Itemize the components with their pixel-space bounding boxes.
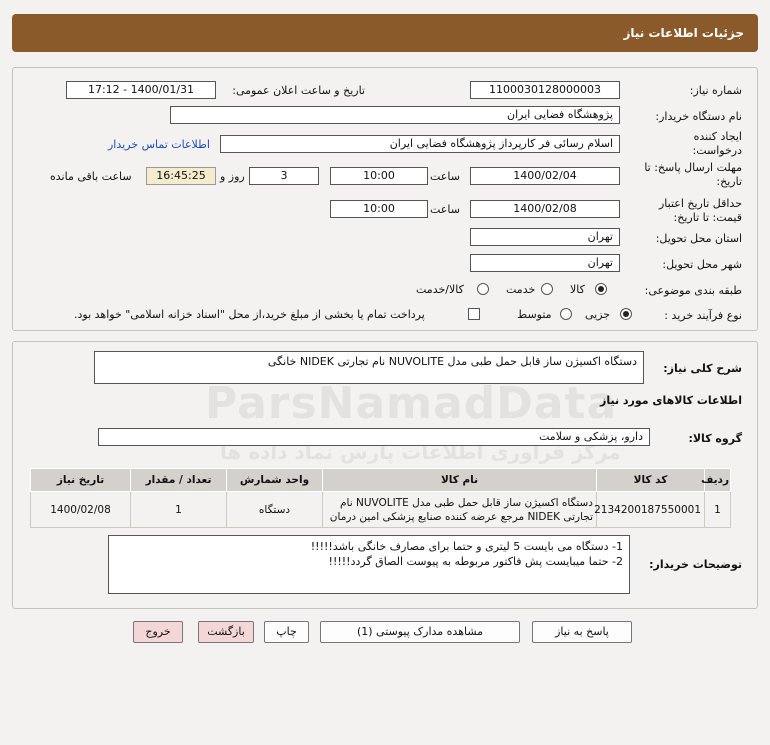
purchase-type-label: نوع فرآیند خرید : bbox=[664, 309, 742, 322]
price-validity-label: حداقل تاریخ اعتبار قیمت: تا تاریخ: bbox=[658, 197, 742, 224]
remaining-days-field: 3 bbox=[249, 167, 319, 185]
goods-group-label: گروه کالا: bbox=[688, 432, 742, 445]
delivery-city-label: شهر محل تحویل: bbox=[662, 258, 742, 271]
reply-time-label: ساعت bbox=[430, 170, 460, 183]
exit-button[interactable]: خروج bbox=[133, 621, 183, 643]
general-desc-text: دستگاه اکسیژن ساز قابل حمل طبی مدل NUVOLITE نام تجارتی NIDEK خانگی bbox=[267, 355, 637, 368]
need-number-field: 1100030128000003 bbox=[470, 81, 620, 99]
requester-label: ایجاد کننده درخواست: bbox=[692, 130, 742, 157]
validity-time-label: ساعت bbox=[430, 203, 460, 216]
announce-datetime-field: 1400/01/31 - 17:12 bbox=[66, 81, 216, 99]
purchase-medium-radio[interactable] bbox=[560, 308, 572, 320]
reply-button[interactable]: پاسخ به نیاز bbox=[532, 621, 632, 643]
category-goods-radio[interactable] bbox=[595, 283, 607, 295]
page-title: جزئیات اطلاعات نیاز bbox=[623, 26, 744, 40]
reply-date-field: 1400/02/04 bbox=[470, 167, 620, 185]
purchase-medium-label: متوسط bbox=[517, 308, 552, 321]
day-and-label: روز و bbox=[220, 170, 245, 183]
page-header bbox=[12, 14, 758, 52]
category-goods-service-radio[interactable] bbox=[477, 283, 489, 295]
row-date: 1400/02/08 bbox=[31, 492, 131, 528]
row-index: 1 bbox=[705, 492, 731, 528]
general-desc-label: شرح کلی نیاز: bbox=[663, 362, 742, 375]
treasury-payment-checkbox[interactable] bbox=[468, 308, 480, 320]
requester-field: اسلام رسائی فر کارپرداز پژوهشگاه فضایی ایران bbox=[220, 135, 620, 153]
col-code-header: کد کالا bbox=[597, 469, 705, 492]
remaining-label: ساعت باقی مانده bbox=[50, 170, 132, 183]
col-date-header: تاریخ نیاز bbox=[31, 469, 131, 492]
need-number-label: شماره نیاز: bbox=[689, 84, 742, 97]
category-goods-service-label: کالا/خدمت bbox=[416, 283, 464, 296]
col-name-header: نام کالا bbox=[323, 469, 597, 492]
category-service-label: خدمت bbox=[506, 283, 536, 296]
goods-group-field: دارو، پزشکی و سلامت bbox=[98, 428, 650, 446]
print-button[interactable]: چاپ bbox=[264, 621, 309, 643]
row-code: 2134200187550001 bbox=[597, 492, 705, 528]
buyer-notes-label: توضیحات خریدار: bbox=[649, 558, 742, 571]
announce-datetime-label: تاریخ و ساعت اعلان عمومی: bbox=[232, 84, 365, 97]
col-unit-header: واحد شمارش bbox=[227, 469, 323, 492]
goods-info-heading: اطلاعات کالاهای مورد نیاز bbox=[600, 394, 742, 407]
category-service-radio[interactable] bbox=[541, 283, 553, 295]
purchase-minor-radio[interactable] bbox=[620, 308, 632, 320]
delivery-province-field: تهران bbox=[470, 228, 620, 246]
row-name: دستگاه اکسیژن ساز قابل حمل طبی مدل NUVOLITE نام تجارتی NIDEK مرجع عرضه کننده صنایع پزشکی امین درمان bbox=[323, 492, 597, 528]
delivery-city-field: تهران bbox=[470, 254, 620, 272]
table-header-row bbox=[31, 469, 731, 492]
buyer-notes-field bbox=[108, 535, 630, 594]
validity-time-field: 10:00 bbox=[330, 200, 428, 218]
remaining-time-field: 16:45:25 bbox=[146, 167, 216, 185]
buyer-notes-line-1: 1- دستگاه می بایست 5 لیتری و حتما برای مصارف خانگی باشد!!!!! bbox=[310, 540, 623, 553]
view-attachments-button[interactable]: مشاهده مدارک پیوستی (1) bbox=[320, 621, 520, 643]
buyer-notes-line-2: 2- حتما میبایست پش فاکتور مربوطه به پیوست الصاق گردد!!!!! bbox=[328, 555, 623, 568]
table-row bbox=[31, 492, 731, 528]
category-goods-label: کالا bbox=[570, 283, 585, 296]
col-index-header: ردیف bbox=[705, 469, 731, 492]
goods-table bbox=[30, 468, 731, 528]
back-button[interactable]: بازگشت bbox=[198, 621, 254, 643]
buyer-org-field: پژوهشگاه فضایی ایران bbox=[170, 106, 620, 124]
purchase-minor-label: جزیی bbox=[585, 308, 611, 321]
treasury-payment-note: پرداخت تمام یا بخشی از مبلغ خرید،از محل "اسناد خزانه اسلامی" خواهد بود. bbox=[74, 308, 425, 321]
buyer-contact-link[interactable]: اطلاعات تماس خریدار bbox=[108, 138, 210, 151]
row-qty: 1 bbox=[131, 492, 227, 528]
reply-deadline-label: مهلت ارسال پاسخ: تا تاریخ: bbox=[644, 161, 742, 188]
delivery-province-label: استان محل تحویل: bbox=[655, 232, 742, 245]
buyer-org-label: نام دستگاه خریدار: bbox=[655, 110, 742, 123]
row-unit: دستگاه bbox=[227, 492, 323, 528]
reply-time-field: 10:00 bbox=[330, 167, 428, 185]
general-desc-field bbox=[94, 351, 644, 384]
category-label: طبقه بندی موضوعی: bbox=[644, 284, 742, 297]
col-qty-header: تعداد / مقدار bbox=[131, 469, 227, 492]
validity-date-field: 1400/02/08 bbox=[470, 200, 620, 218]
